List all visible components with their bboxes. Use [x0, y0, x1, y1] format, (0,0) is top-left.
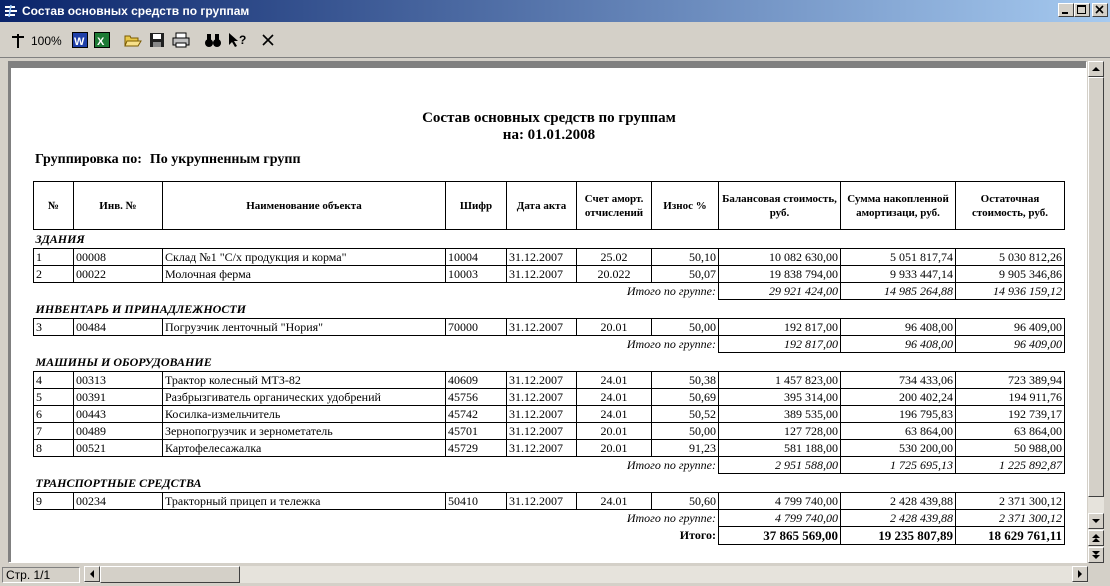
- cell-num: 5: [34, 389, 74, 406]
- cell-account: 24.01: [577, 389, 652, 406]
- cell-date: 31.12.2007: [507, 440, 577, 457]
- cell-residual: 5 030 812,26: [956, 249, 1065, 266]
- grouping-line: [35, 152, 301, 168]
- title-bar: [0, 0, 1110, 22]
- help-pointer-icon: [228, 32, 248, 48]
- cell-date: 31.12.2007: [507, 493, 577, 510]
- col-header-num: №: [34, 182, 74, 230]
- status-bar: [0, 565, 1110, 586]
- subtotal-label: Итого по группе:: [626, 336, 716, 351]
- cell-wear: 50,00: [652, 319, 719, 336]
- arrow-left-icon: [88, 570, 96, 578]
- report-page: [11, 68, 1087, 563]
- cell-date: 31.12.2007: [507, 319, 577, 336]
- cell-wear: 91,23: [652, 440, 719, 457]
- subtotal-label: Итого по группе:: [626, 283, 716, 298]
- col-header-date: Дата акта: [507, 182, 577, 230]
- cell-account: 25.02: [577, 249, 652, 266]
- cell-depreciation: 9 933 447,14: [841, 266, 956, 283]
- subtotal-value: 2 371 300,12: [956, 510, 1065, 527]
- cell-balance: 4 799 740,00: [719, 493, 841, 510]
- export-word-button[interactable]: [72, 32, 88, 50]
- cell-depreciation: 63 864,00: [841, 423, 956, 440]
- cell-balance: 127 728,00: [719, 423, 841, 440]
- cell-account: 24.01: [577, 372, 652, 389]
- arrow-right-icon: [1076, 570, 1084, 578]
- cell-name: Трактор колесный МТЗ-82: [163, 372, 446, 389]
- scroll-up-button[interactable]: [1088, 61, 1104, 77]
- subtotal-row: [34, 457, 1065, 474]
- printer-icon: [172, 32, 190, 48]
- cross-icon: [260, 32, 276, 48]
- cell-balance: 1 457 823,00: [719, 372, 841, 389]
- cell-account: 20.022: [577, 266, 652, 283]
- horizontal-scrollbar[interactable]: [84, 566, 1088, 583]
- col-header-depreciation: Сумма накопленной амортизаци, руб.: [841, 182, 956, 230]
- cell-num: 4: [34, 372, 74, 389]
- cell-balance: 19 838 794,00: [719, 266, 841, 283]
- cell-residual: 50 988,00: [956, 440, 1065, 457]
- cell-num: 2: [34, 266, 74, 283]
- svg-text:X: X: [97, 36, 105, 48]
- subtotal-value: 29 921 424,00: [719, 283, 841, 300]
- cell-num: 8: [34, 440, 74, 457]
- report-title: Состав основных средств по группам: [422, 110, 676, 126]
- cell-balance: 10 082 630,00: [719, 249, 841, 266]
- total-value: 19 235 807,89: [841, 527, 956, 545]
- maximize-icon: [1075, 4, 1089, 16]
- cell-inv: 00443: [74, 406, 163, 423]
- window-title: Состав основных средств по группам: [22, 4, 250, 18]
- cell-name: Косилка-измельчитель: [163, 406, 446, 423]
- vertical-scroll-thumb[interactable]: [1088, 77, 1104, 497]
- cell-depreciation: 5 051 817,74: [841, 249, 956, 266]
- subtotal-value: 14 936 159,12: [956, 283, 1065, 300]
- cell-account: 20.01: [577, 319, 652, 336]
- cell-code: 40609: [446, 372, 507, 389]
- svg-text:W: W: [74, 36, 85, 48]
- close-preview-button[interactable]: [260, 32, 276, 50]
- next-page-button[interactable]: [1088, 547, 1104, 563]
- cell-account: 24.01: [577, 493, 652, 510]
- col-header-wear: Износ %: [652, 182, 719, 230]
- subtotal-value: 14 985 264,88: [841, 283, 956, 300]
- col-header-inv: Инв. №: [74, 182, 163, 230]
- cell-residual: 63 864,00: [956, 423, 1065, 440]
- cell-name: Молочная ферма: [163, 266, 446, 283]
- subtotal-row: [34, 510, 1065, 527]
- group-heading: ТРАНСПОРТНЫЕ СРЕДСТВА: [35, 475, 202, 490]
- subtotal-value: 96 409,00: [956, 336, 1065, 353]
- cell-balance: 389 535,00: [719, 406, 841, 423]
- subtotal-value: 1 725 695,13: [841, 457, 956, 474]
- scroll-left-button[interactable]: [84, 566, 100, 582]
- word-icon: [72, 32, 88, 48]
- binoculars-icon: [204, 32, 222, 48]
- cell-num: 7: [34, 423, 74, 440]
- find-button[interactable]: [204, 32, 222, 50]
- cell-inv: 00022: [74, 266, 163, 283]
- cell-account: 20.01: [577, 440, 652, 457]
- group-heading-row: [34, 230, 1065, 249]
- excel-icon: [94, 32, 110, 48]
- cell-date: 31.12.2007: [507, 372, 577, 389]
- arrow-up-icon: [1092, 65, 1100, 73]
- minimize-button[interactable]: [1058, 3, 1074, 17]
- cell-date: 31.12.2007: [507, 249, 577, 266]
- cell-inv: 00489: [74, 423, 163, 440]
- cell-date: 31.12.2007: [507, 389, 577, 406]
- maximize-button[interactable]: [1074, 3, 1090, 17]
- total-label: Итого:: [679, 528, 716, 542]
- cell-date: 31.12.2007: [507, 423, 577, 440]
- group-heading: ИНВЕНТАРЬ И ПРИНАДЛЕЖНОСТИ: [35, 301, 246, 316]
- cell-residual: 2 371 300,12: [956, 493, 1065, 510]
- cell-inv: 00391: [74, 389, 163, 406]
- save-button[interactable]: [149, 32, 165, 50]
- cell-name: Погрузчик ленточный "Нория": [163, 319, 446, 336]
- cell-code: 10004: [446, 249, 507, 266]
- cell-inv: 00484: [74, 319, 163, 336]
- subtotal-label: Итого по группе:: [626, 510, 716, 525]
- cell-residual: 9 905 346,86: [956, 266, 1065, 283]
- subtotal-row: [34, 283, 1065, 300]
- group-heading-row: [34, 353, 1065, 372]
- cell-wear: 50,10: [652, 249, 719, 266]
- total-row: [34, 527, 1065, 545]
- cell-inv: 00234: [74, 493, 163, 510]
- cell-balance: 395 314,00: [719, 389, 841, 406]
- close-icon: [1093, 4, 1107, 16]
- table-row: [34, 406, 1065, 423]
- scroll-down-button[interactable]: [1088, 513, 1104, 529]
- group-heading: МАШИНЫ И ОБОРУДОВАНИЕ: [35, 354, 212, 369]
- subtotal-value: 2 951 588,00: [719, 457, 841, 474]
- table-row: [34, 423, 1065, 440]
- group-heading: ЗДАНИЯ: [35, 231, 85, 246]
- close-button[interactable]: [1092, 3, 1108, 17]
- cell-num: 3: [34, 319, 74, 336]
- subtotal-value: 4 799 740,00: [719, 510, 841, 527]
- app-icon: [3, 3, 19, 19]
- subtotal-value: 1 225 892,87: [956, 457, 1065, 474]
- cell-code: 45742: [446, 406, 507, 423]
- table-row: [34, 249, 1065, 266]
- cell-date: 31.12.2007: [507, 406, 577, 423]
- table-row: [34, 440, 1065, 457]
- cell-num: 9: [34, 493, 74, 510]
- table-row: [34, 319, 1065, 336]
- cell-code: 70000: [446, 319, 507, 336]
- cell-wear: 50,07: [652, 266, 719, 283]
- grouping-value: По укрупненным групп: [149, 152, 301, 167]
- col-header-residual: Остаточная стоимость, руб.: [956, 182, 1065, 230]
- cell-num: 1: [34, 249, 74, 266]
- cell-name: Картофелесажалка: [163, 440, 446, 457]
- cell-wear: 50,60: [652, 493, 719, 510]
- preview-area[interactable]: [8, 61, 1087, 563]
- subtotal-row: [34, 336, 1065, 353]
- cell-residual: 96 409,00: [956, 319, 1065, 336]
- subtotal-value: 2 428 439,88: [841, 510, 956, 527]
- cell-code: 50410: [446, 493, 507, 510]
- scroll-right-button[interactable]: [1072, 566, 1088, 582]
- table-row: [34, 372, 1065, 389]
- cell-code: 45729: [446, 440, 507, 457]
- cell-code: 10003: [446, 266, 507, 283]
- grouping-label: Группировка по:: [35, 152, 142, 167]
- cell-depreciation: 734 433,06: [841, 372, 956, 389]
- minimize-icon: [1059, 4, 1073, 16]
- group-heading-row: [34, 300, 1065, 319]
- cell-wear: 50,69: [652, 389, 719, 406]
- cell-name: Зернопогрузчик и зернометатель: [163, 423, 446, 440]
- cell-depreciation: 96 408,00: [841, 319, 956, 336]
- table-row: [34, 389, 1065, 406]
- folder-open-icon: [124, 32, 142, 48]
- print-button[interactable]: [172, 32, 190, 50]
- cell-inv: 00313: [74, 372, 163, 389]
- col-header-balance: Балансовая стоимость, руб.: [719, 182, 841, 230]
- save-icon: [149, 32, 165, 48]
- cell-code: 45756: [446, 389, 507, 406]
- report-table: [33, 181, 1065, 545]
- zoom-tool-button[interactable]: [10, 32, 28, 50]
- cell-depreciation: 200 402,24: [841, 389, 956, 406]
- cell-depreciation: 196 795,83: [841, 406, 956, 423]
- cell-residual: 723 389,94: [956, 372, 1065, 389]
- cell-balance: 581 188,00: [719, 440, 841, 457]
- cell-code: 45701: [446, 423, 507, 440]
- cell-residual: 194 911,76: [956, 389, 1065, 406]
- svg-text:?: ?: [239, 33, 247, 47]
- group-heading-row: [34, 474, 1065, 493]
- cell-name: Разбрызгиватель органических удобрений: [163, 389, 446, 406]
- table-row: [34, 266, 1065, 283]
- table-header: [34, 182, 1065, 230]
- help-button[interactable]: [228, 32, 248, 50]
- subtotal-value: 192 817,00: [719, 336, 841, 353]
- zoom-level[interactable]: 100%: [31, 34, 62, 48]
- zoom-tool-icon: [10, 32, 28, 50]
- toolbar: [0, 22, 1110, 58]
- cell-name: Склад №1 "С/х продукция и корма": [163, 249, 446, 266]
- cell-num: 6: [34, 406, 74, 423]
- prev-page-button[interactable]: [1088, 530, 1104, 546]
- double-arrow-down-icon: [1092, 551, 1100, 559]
- cell-balance: 192 817,00: [719, 319, 841, 336]
- open-button[interactable]: [124, 32, 142, 50]
- report-date: на: 01.01.2008: [502, 127, 596, 143]
- arrow-down-icon: [1092, 517, 1100, 525]
- double-arrow-up-icon: [1092, 534, 1100, 542]
- cell-residual: 192 739,17: [956, 406, 1065, 423]
- cell-wear: 50,38: [652, 372, 719, 389]
- cell-account: 20.01: [577, 423, 652, 440]
- cell-wear: 50,00: [652, 423, 719, 440]
- cell-inv: 00521: [74, 440, 163, 457]
- total-value: 37 865 569,00: [719, 527, 841, 545]
- cell-account: 24.01: [577, 406, 652, 423]
- subtotal-value: 96 408,00: [841, 336, 956, 353]
- export-excel-button[interactable]: [94, 32, 110, 50]
- cell-depreciation: 2 428 439,88: [841, 493, 956, 510]
- cell-depreciation: 530 200,00: [841, 440, 956, 457]
- page-indicator: Стр. 1/1: [2, 567, 80, 583]
- subtotal-label: Итого по группе:: [626, 457, 716, 472]
- cell-inv: 00008: [74, 249, 163, 266]
- total-value: 18 629 761,11: [956, 527, 1065, 545]
- table-row: [34, 493, 1065, 510]
- col-header-code: Шифр: [446, 182, 507, 230]
- cell-name: Тракторный прицеп и тележка: [163, 493, 446, 510]
- col-header-account: Счет аморт. отчислений: [577, 182, 652, 230]
- horizontal-scroll-thumb[interactable]: [100, 566, 240, 583]
- col-header-name: Наименование объекта: [163, 182, 446, 230]
- vertical-scrollbar[interactable]: [1088, 61, 1104, 563]
- cell-wear: 50,52: [652, 406, 719, 423]
- cell-date: 31.12.2007: [507, 266, 577, 283]
